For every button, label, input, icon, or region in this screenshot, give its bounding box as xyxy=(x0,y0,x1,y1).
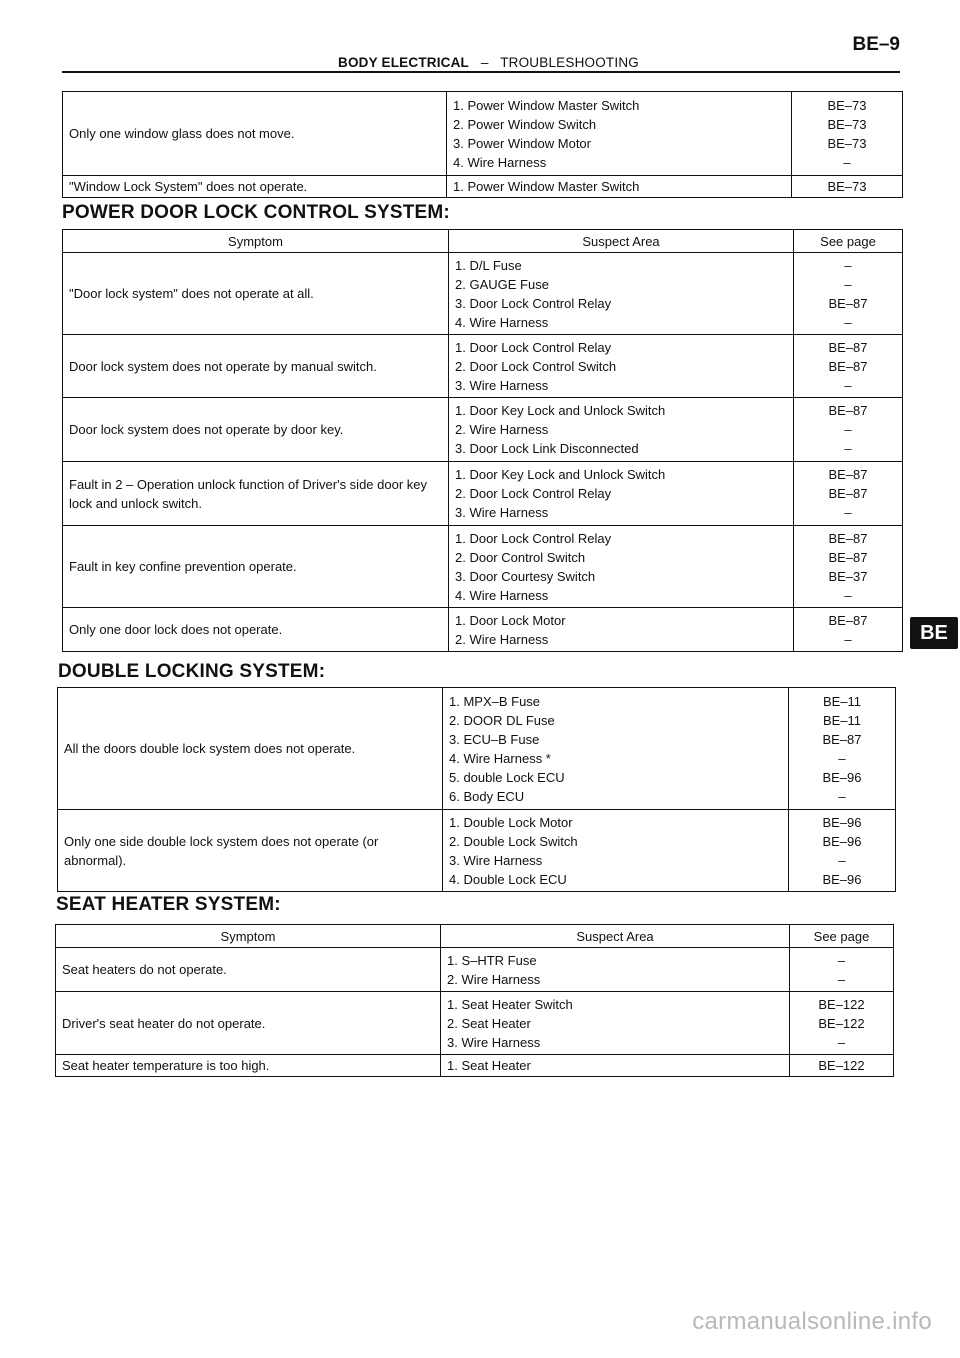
page-ref: BE–87 xyxy=(828,358,868,374)
suspect-area-item: 1. Door Lock Motor xyxy=(455,612,566,628)
see-page-cell xyxy=(790,948,894,992)
page-ref: – xyxy=(843,154,851,170)
see-page-cell xyxy=(794,608,903,652)
column-header-suspect-area: Suspect Area xyxy=(441,925,790,948)
header-separator: – xyxy=(480,55,489,70)
symptom-cell: Only one window glass does not move. xyxy=(63,92,447,176)
power-door-lock-table xyxy=(62,229,903,652)
symptom-cell: Seat heaters do not operate. xyxy=(56,948,441,992)
suspect-area-item: 4. Wire Harness xyxy=(455,314,549,330)
suspect-area-item: 2. Power Window Switch xyxy=(453,116,597,132)
page-header xyxy=(338,55,639,70)
suspect-area-item: 3. Power Window Motor xyxy=(453,135,591,151)
suspect-area-item: 4. Wire Harness * xyxy=(449,750,551,766)
page-ref: – xyxy=(844,377,852,393)
suspect-area-item: 5. double Lock ECU xyxy=(449,769,565,785)
page-ref: BE–122 xyxy=(818,996,865,1012)
page-ref: – xyxy=(838,750,846,766)
page-ref: – xyxy=(838,788,846,804)
suspect-area-item: 3. Door Lock Control Relay xyxy=(455,295,612,311)
see-page-cell xyxy=(794,526,903,608)
symptom-cell: Door lock system does not operate by door key. xyxy=(63,398,449,462)
suspect-area-item: 2. DOOR DL Fuse xyxy=(449,712,555,728)
see-page-cell xyxy=(789,810,896,892)
symptom-cell: Only one side double lock system does not operate (or abnormal). xyxy=(58,810,443,892)
suspect-area-item: 1. MPX–B Fuse xyxy=(449,693,541,709)
suspect-area-item: 1. Door Key Lock and Unlock Switch xyxy=(455,467,666,482)
page-ref: BE–37 xyxy=(828,568,868,584)
see-page-cell xyxy=(790,992,894,1055)
column-header-see-page: See page xyxy=(790,925,894,948)
page-ref: – xyxy=(844,422,852,437)
table-row xyxy=(56,1055,894,1077)
suspect-area-item: 1. Seat Heater Switch xyxy=(447,996,573,1012)
page-ref: – xyxy=(844,257,852,273)
suspect-area-cell xyxy=(449,608,794,652)
section-tab-be: BE xyxy=(910,617,958,649)
suspect-area-item: 3. ECU–B Fuse xyxy=(449,731,540,747)
seat-heater-table xyxy=(55,924,894,1077)
suspect-area-item: 4. Double Lock ECU xyxy=(449,871,567,887)
suspect-area-cell xyxy=(441,1055,790,1077)
suspect-area-item: 4. Wire Harness xyxy=(453,154,547,170)
suspect-area-item: 2. Wire Harness xyxy=(455,631,549,647)
suspect-area-item: 6. Body ECU xyxy=(449,788,525,804)
column-header-see-page: See page xyxy=(794,230,903,253)
suspect-area-cell xyxy=(449,398,794,462)
suspect-area-item: 3. Wire Harness xyxy=(455,505,549,520)
page-ref: – xyxy=(844,276,852,292)
suspect-area-cell xyxy=(447,176,792,198)
suspect-area-cell xyxy=(441,992,790,1055)
page-ref: BE–73 xyxy=(827,116,867,132)
see-page-cell xyxy=(792,92,903,176)
suspect-area-item: 2. Double Lock Switch xyxy=(449,833,578,849)
table-row xyxy=(63,92,903,176)
column-header-symptom: Symptom xyxy=(63,230,449,253)
column-header-symptom: Symptom xyxy=(56,925,441,948)
see-page-cell xyxy=(794,398,903,462)
symptom-cell: Fault in key confine prevention operate. xyxy=(63,526,449,608)
header-subsection: TROUBLESHOOTING xyxy=(500,55,639,70)
page-ref: BE–122 xyxy=(818,1058,865,1073)
suspect-area-item: 4. Wire Harness xyxy=(455,587,549,603)
see-page-cell xyxy=(794,462,903,526)
suspect-area-item: 1. Power Window Master Switch xyxy=(453,179,640,194)
page-ref: – xyxy=(844,505,852,520)
page-ref: BE–73 xyxy=(827,97,867,113)
suspect-area-item: 2. Door Lock Control Switch xyxy=(455,358,617,374)
header-rule xyxy=(62,71,900,73)
symptom-cell: Seat heater temperature is too high. xyxy=(56,1055,441,1077)
section-title-power-door-lock: POWER DOOR LOCK CONTROL SYSTEM: xyxy=(62,202,450,223)
symptom-cell: Fault in 2 – Operation unlock function of Driver's side door key lock and unlock switch. xyxy=(63,462,449,526)
suspect-area-item: 1. Power Window Master Switch xyxy=(453,97,640,113)
page-ref: BE–96 xyxy=(822,833,862,849)
symptom-cell: Driver's seat heater do not operate. xyxy=(56,992,441,1055)
suspect-area-item: 2. Wire Harness xyxy=(455,422,549,437)
page-ref: BE–87 xyxy=(828,339,868,355)
page-ref: BE–87 xyxy=(828,486,868,501)
see-page-cell xyxy=(794,335,903,398)
page-ref: BE–11 xyxy=(822,712,862,728)
suspect-area-cell xyxy=(449,253,794,335)
page-ref: BE–87 xyxy=(828,530,868,546)
suspect-area-item: 3. Wire Harness xyxy=(449,852,543,868)
table-row xyxy=(63,462,903,526)
page-ref: BE–122 xyxy=(818,1015,865,1031)
suspect-area-item: 2. Door Control Switch xyxy=(455,549,586,565)
suspect-area-item: 1. Door Lock Control Relay xyxy=(455,530,612,546)
page-ref: BE–87 xyxy=(828,403,868,418)
suspect-area-item: 2. Door Lock Control Relay xyxy=(455,486,612,501)
double-locking-table xyxy=(57,687,896,892)
column-header-suspect-area: Suspect Area xyxy=(449,230,794,253)
suspect-area-item: 3. Door Lock Link Disconnected xyxy=(455,441,639,456)
suspect-area-item: 1. Seat Heater xyxy=(447,1058,531,1073)
section-title-double-locking: DOUBLE LOCKING SYSTEM: xyxy=(58,661,326,682)
suspect-area-item: 1. S–HTR Fuse xyxy=(447,952,537,968)
page-ref: BE–87 xyxy=(828,467,868,482)
watermark: carmanualsonline.info xyxy=(692,1308,932,1335)
table-row xyxy=(63,176,903,198)
page-ref: BE–87 xyxy=(828,612,868,628)
suspect-area-item: 2. Wire Harness xyxy=(447,971,541,987)
header-section: BODY ELECTRICAL xyxy=(338,55,470,70)
table-row xyxy=(63,608,903,652)
page-ref: – xyxy=(837,952,846,968)
table-row xyxy=(58,688,896,810)
page-ref: – xyxy=(837,971,846,987)
symptom-cell: "Door lock system" does not operate at all. xyxy=(63,253,449,335)
suspect-area-item: 1. Door Key Lock and Unlock Switch xyxy=(455,403,666,418)
suspect-area-item: 1. Double Lock Motor xyxy=(449,814,573,830)
table-header-row xyxy=(63,230,903,253)
suspect-area-cell xyxy=(443,688,789,810)
page-ref: BE–73 xyxy=(827,135,867,151)
table-row xyxy=(63,526,903,608)
suspect-area-cell xyxy=(443,810,789,892)
suspect-area-cell xyxy=(449,526,794,608)
table-header-row xyxy=(56,925,894,948)
see-page-cell xyxy=(794,253,903,335)
power-window-table xyxy=(62,91,903,198)
table-row xyxy=(63,335,903,398)
suspect-area-item: 3. Wire Harness xyxy=(447,1034,541,1050)
symptom-cell: Only one door lock does not operate. xyxy=(63,608,449,652)
see-page-cell xyxy=(792,176,903,198)
suspect-area-cell xyxy=(441,948,790,992)
page-ref: – xyxy=(844,314,852,330)
page-ref: – xyxy=(844,587,852,603)
see-page-cell xyxy=(790,1055,894,1077)
page-ref: BE–96 xyxy=(822,769,862,785)
table-row xyxy=(56,948,894,992)
page-code: BE–9 xyxy=(852,34,900,55)
page-ref: – xyxy=(844,631,852,647)
suspect-area-item: 1. Door Lock Control Relay xyxy=(455,339,612,355)
page-ref: BE–96 xyxy=(822,871,862,887)
page-ref: – xyxy=(837,1034,846,1050)
page-ref: BE–87 xyxy=(828,295,868,311)
page-ref: – xyxy=(838,852,846,868)
suspect-area-item: 1. D/L Fuse xyxy=(455,257,522,273)
suspect-area-cell xyxy=(447,92,792,176)
page-ref: BE–87 xyxy=(828,549,868,565)
suspect-area-item: 3. Door Courtesy Switch xyxy=(455,568,596,584)
table-row xyxy=(63,253,903,335)
symptom-cell: All the doors double lock system does not operate. xyxy=(58,688,443,810)
suspect-area-item: 2. GAUGE Fuse xyxy=(455,276,549,292)
suspect-area-item: 3. Wire Harness xyxy=(455,377,549,393)
page-ref: BE–96 xyxy=(822,814,862,830)
page-ref: BE–11 xyxy=(822,693,862,709)
table-row xyxy=(63,398,903,462)
page-ref: – xyxy=(844,441,852,456)
see-page-cell xyxy=(789,688,896,810)
table-row xyxy=(56,992,894,1055)
table-row xyxy=(58,810,896,892)
page-ref: BE–87 xyxy=(822,731,862,747)
symptom-cell: Door lock system does not operate by manual switch. xyxy=(63,335,449,398)
section-title-seat-heater: SEAT HEATER SYSTEM: xyxy=(56,894,281,915)
page-ref: BE–73 xyxy=(827,179,867,194)
suspect-area-item: 2. Seat Heater xyxy=(447,1015,531,1031)
suspect-area-cell xyxy=(449,335,794,398)
symptom-cell: "Window Lock System" does not operate. xyxy=(63,176,447,198)
suspect-area-cell xyxy=(449,462,794,526)
